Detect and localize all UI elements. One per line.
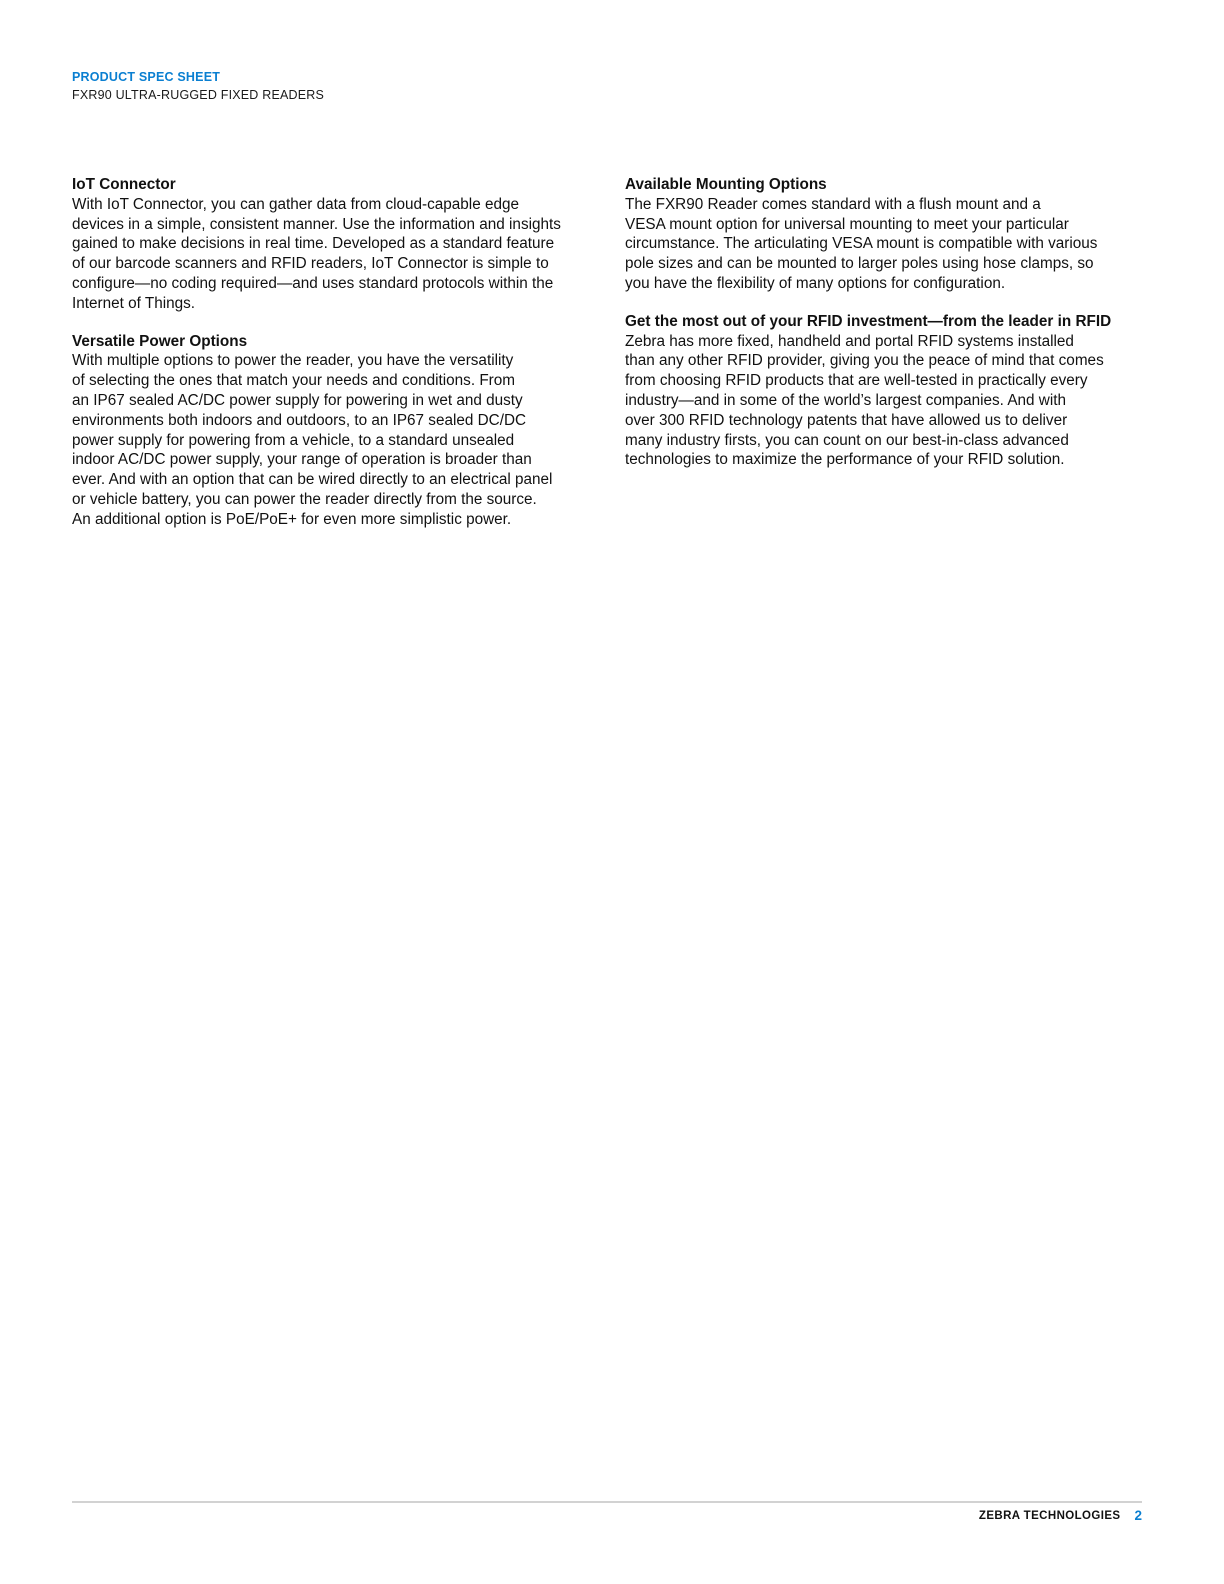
section-body: With IoT Connector, you can gather data from cloud-capable edge devices in a simple, consistent manner. Use the information and insights gained to make decisions in real time. Developed as a standard feature of our barcode scanners and RFID readers, IoT Connector is simple to configure—no coding required—and uses standard protocols within the Internet of Things. [72, 195, 561, 312]
section-versatile-power-options [72, 332, 594, 530]
section-heading: Get the most out of your RFID investment—from the leader in RFID [625, 312, 1112, 330]
section-heading: Available Mounting Options [625, 176, 827, 193]
document-type-label: PRODUCT SPEC SHEET [72, 70, 221, 84]
section-heading: Versatile Power Options [72, 332, 248, 350]
footer-company-name: ZEBRA TECHNOLOGIES [978, 1509, 1121, 1522]
section-mounting-options [625, 175, 1145, 294]
section-rfid-leader [625, 312, 1145, 470]
footer-divider [72, 1501, 1142, 1503]
section-body: The FXR90 Reader comes standard with a flush mount and a VESA mount option for universal mounting to meet your particular circumstance. The articulating VESA mount is compatible with various pole sizes and can be mounted to larger poles using hose clamps, so you have the flexibility of many options for configuration. [625, 195, 1098, 292]
section-heading: IoT Connector [72, 176, 176, 193]
left-column [72, 175, 594, 548]
page-number: 2 [1134, 1508, 1142, 1523]
section-body: With multiple options to power the reader, you have the versatility of selecting the ones that match your needs and conditions. From an IP67 sealed AC/DC power supply for powering in wet and dusty environments both indoors and outdoors, to an IP67 sealed DC/DC power supply for powering from a vehicle, to a standard unsealed indoor AC/DC power supply, your range of operation is broader than ever. And with an option that can be wired directly to an electrical panel or vehicle battery, you can power the reader directly from the source. An additional option is PoE/PoE+ for even more simplistic power. [72, 352, 553, 528]
section-iot-connector [72, 175, 594, 314]
section-body: Zebra has more fixed, handheld and portal RFID systems installed than any other RFID provider, giving you the peace of mind that comes from choosing RFID products that are well-tested in practically every industry—and in some of the world’s largest companies. And with over 300 RFID technology patents that have allowed us to deliver many industry firsts, you can count on our best-in-class advanced technologies to maximize the performance of your RFID solution. [625, 332, 1104, 469]
document-header [72, 68, 324, 105]
page-footer [979, 1508, 1142, 1523]
document-subtitle: FXR90 ULTRA-RUGGED FIXED READERS [72, 88, 325, 102]
right-column [625, 175, 1145, 488]
